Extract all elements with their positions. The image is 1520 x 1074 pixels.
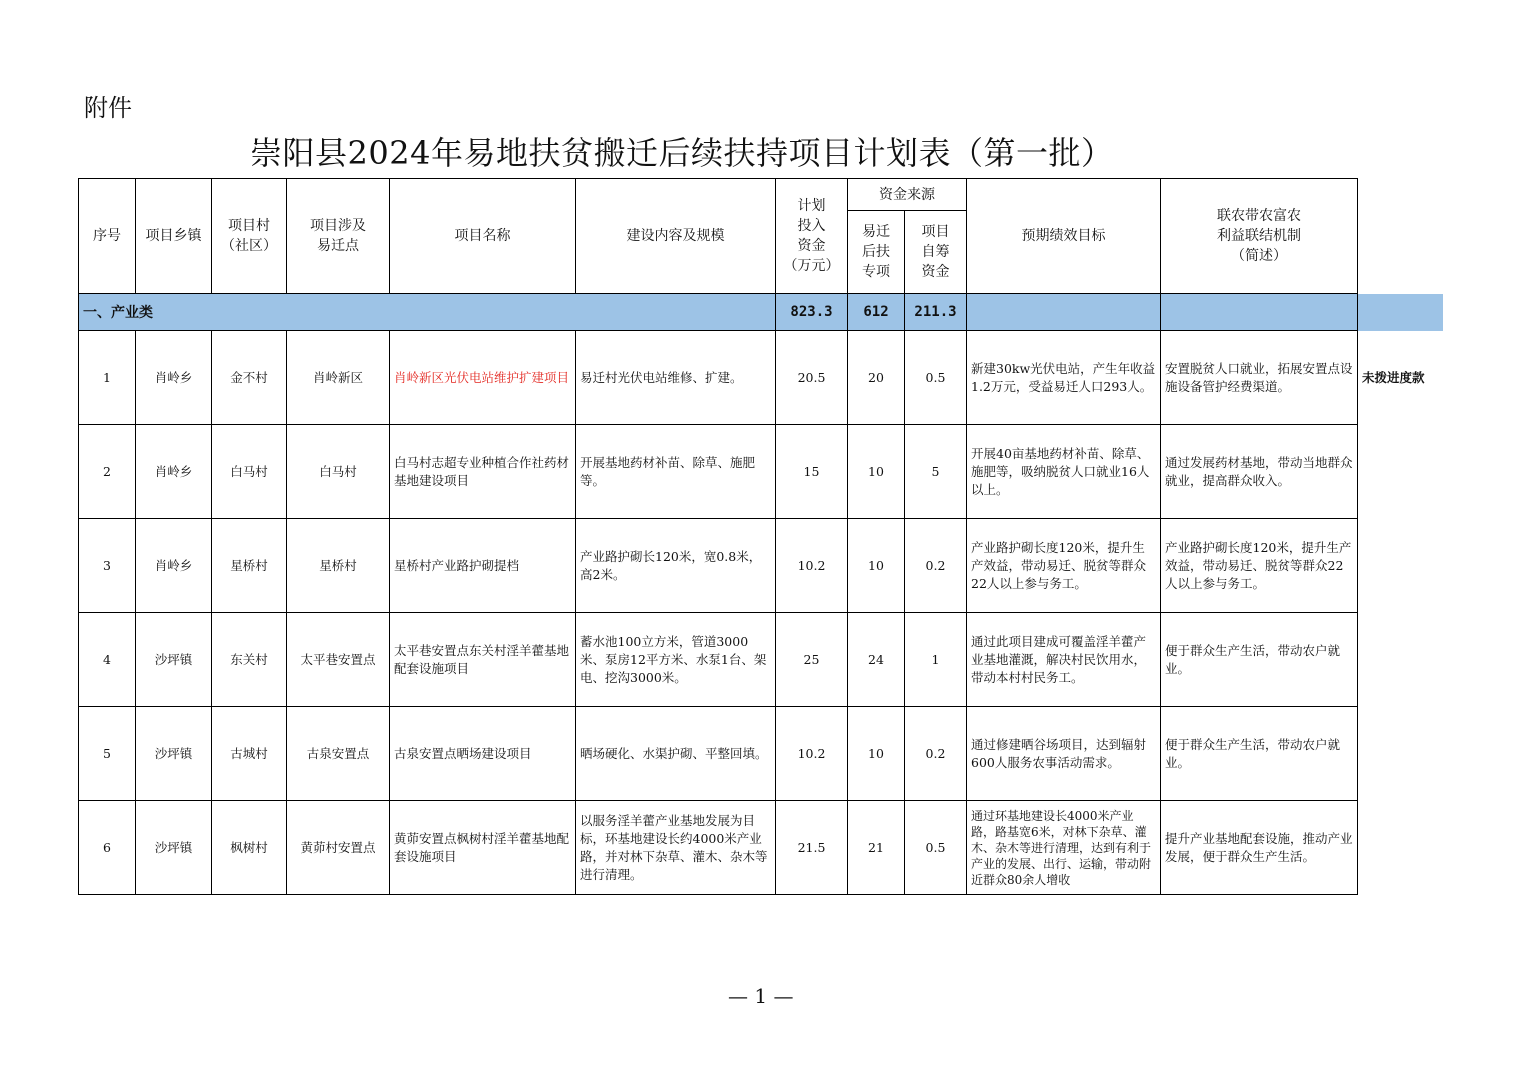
cell-name: 星桥村产业路护砌提档 <box>390 519 576 613</box>
cell-self: 0.2 <box>905 519 967 613</box>
cell-village: 东关村 <box>212 613 287 707</box>
cell-self: 0.5 <box>905 801 967 895</box>
page-number: — 1 — <box>728 984 794 1008</box>
header-spacer <box>1358 179 1443 294</box>
cell-note <box>1358 801 1443 895</box>
cell-mechanism: 安置脱贫人口就业，拓展安置点设施设备管护经费渠道。 <box>1161 331 1358 425</box>
cell-seq: 4 <box>79 613 136 707</box>
table-row <box>79 707 1443 801</box>
cell-seq: 2 <box>79 425 136 519</box>
cell-township: 沙坪镇 <box>136 801 212 895</box>
cell-self: 0.5 <box>905 331 967 425</box>
cell-content: 以服务淫羊藿产业基地发展为目标，环基地建设长约4000米产业路，并对林下杂草、灌木、杂木等进行清理。 <box>576 801 776 895</box>
cell-mechanism: 便于群众生产生活，带动农户就业。 <box>1161 613 1358 707</box>
cell-special: 10 <box>848 707 905 801</box>
header-seq: 序号 <box>79 179 136 294</box>
cell-target: 新建30kw光伏电站，产生年收益1.2万元，受益易迁人口293人。 <box>967 331 1161 425</box>
cell-special: 24 <box>848 613 905 707</box>
cell-seq: 3 <box>79 519 136 613</box>
cell-mechanism: 便于群众生产生活，带动农户就业。 <box>1161 707 1358 801</box>
cell-site: 古泉安置点 <box>287 707 390 801</box>
cell-site: 肖岭新区 <box>287 331 390 425</box>
header-village: 项目村 （社区） <box>212 179 287 294</box>
cell-township: 肖岭乡 <box>136 425 212 519</box>
cell-name: 古泉安置点晒场建设项目 <box>390 707 576 801</box>
cell-village: 金不村 <box>212 331 287 425</box>
cell-township: 沙坪镇 <box>136 613 212 707</box>
cell-investment: 20.5 <box>776 331 848 425</box>
table-row <box>79 801 1443 895</box>
cell-name: 太平巷安置点东关村淫羊藿基地配套设施项目 <box>390 613 576 707</box>
header-target: 预期绩效目标 <box>967 179 1161 294</box>
category-target-empty <box>967 294 1161 331</box>
table-row <box>79 331 1443 425</box>
cell-township: 肖岭乡 <box>136 331 212 425</box>
page-title: 崇阳县2024年易地扶贫搬迁后续扶持项目计划表（第一批） <box>250 134 1114 172</box>
cell-special: 21 <box>848 801 905 895</box>
cell-investment: 25 <box>776 613 848 707</box>
cell-site: 黄茆村安置点 <box>287 801 390 895</box>
cell-village: 枫树村 <box>212 801 287 895</box>
cell-content: 开展基地药材补苗、除草、施肥等。 <box>576 425 776 519</box>
category-row <box>79 294 1443 331</box>
cell-name: 白马村志超专业种植合作社药材基地建设项目 <box>390 425 576 519</box>
cell-content: 晒场硬化、水渠护砌、平整回填。 <box>576 707 776 801</box>
header-fund-self: 项目 自筹 资金 <box>905 211 967 294</box>
cell-self: 1 <box>905 613 967 707</box>
category-label: 一、产业类 <box>79 294 776 331</box>
cell-site: 星桥村 <box>287 519 390 613</box>
cell-investment: 21.5 <box>776 801 848 895</box>
category-mechanism-empty <box>1161 294 1358 331</box>
cell-special: 20 <box>848 331 905 425</box>
cell-name: 肖岭新区光伏电站维护扩建项目 <box>390 331 576 425</box>
cell-village: 古城村 <box>212 707 287 801</box>
header-site: 项目涉及 易迁点 <box>287 179 390 294</box>
cell-self: 5 <box>905 425 967 519</box>
cell-target: 通过修建晒谷场项目，达到辐射600人服务农事活动需求。 <box>967 707 1161 801</box>
cell-seq: 6 <box>79 801 136 895</box>
cell-special: 10 <box>848 519 905 613</box>
cell-township: 肖岭乡 <box>136 519 212 613</box>
cell-target: 通过环基地建设长4000米产业路，路基宽6米，对林下杂草、灌木、杂木等进行清理，达到有利于产业的发展、出行、运输，带动附近群众80余人增收 <box>967 801 1161 895</box>
cell-village: 白马村 <box>212 425 287 519</box>
cell-investment: 10.2 <box>776 707 848 801</box>
cell-name: 黄茆安置点枫树村淫羊藿基地配套设施项目 <box>390 801 576 895</box>
cell-content: 蓄水池100立方米，管道3000米、泵房12平方米、水泵1台、架电、挖沟3000米。 <box>576 613 776 707</box>
attachment-label: 附件 <box>84 94 132 122</box>
cell-target: 通过此项目建成可覆盖淫羊藿产业基地灌溉，解决村民饮用水，带动本村村民务工。 <box>967 613 1161 707</box>
header-township: 项目乡镇 <box>136 179 212 294</box>
cell-self: 0.2 <box>905 707 967 801</box>
cell-note <box>1358 707 1443 801</box>
cell-mechanism: 产业路护砌长度120米，提升生产效益，带动易迁、脱贫等群众22人以上参与务工。 <box>1161 519 1358 613</box>
cell-investment: 10.2 <box>776 519 848 613</box>
category-self: 211.3 <box>905 294 967 331</box>
table-row <box>79 425 1443 519</box>
header-investment: 计划 投入 资金 （万元） <box>776 179 848 294</box>
category-total: 823.3 <box>776 294 848 331</box>
header-mechanism: 联农带农富农 利益联结机制 （简述） <box>1161 179 1358 294</box>
project-plan-table <box>78 178 1443 895</box>
cell-note <box>1358 425 1443 519</box>
cell-village: 星桥村 <box>212 519 287 613</box>
header-fund-source: 资金来源 <box>848 179 967 211</box>
cell-content: 产业路护砌长120米，宽0.8米，高2米。 <box>576 519 776 613</box>
category-special: 612 <box>848 294 905 331</box>
category-extension <box>1358 294 1443 331</box>
header-name: 项目名称 <box>390 179 576 294</box>
cell-township: 沙坪镇 <box>136 707 212 801</box>
header-content: 建设内容及规模 <box>576 179 776 294</box>
cell-target: 开展40亩基地药材补苗、除草、施肥等，吸纳脱贫人口就业16人以上。 <box>967 425 1161 519</box>
cell-note <box>1358 613 1443 707</box>
cell-mechanism: 通过发展药材基地，带动当地群众就业，提高群众收入。 <box>1161 425 1358 519</box>
cell-note: 未拨进度款 <box>1362 369 1425 385</box>
header-fund-special: 易迁 后扶 专项 <box>848 211 905 294</box>
cell-seq: 1 <box>79 331 136 425</box>
cell-site: 太平巷安置点 <box>287 613 390 707</box>
table-row <box>79 519 1443 613</box>
cell-content: 易迁村光伏电站维修、扩建。 <box>576 331 776 425</box>
cell-investment: 15 <box>776 425 848 519</box>
cell-site: 白马村 <box>287 425 390 519</box>
table-row <box>79 613 1443 707</box>
cell-special: 10 <box>848 425 905 519</box>
cell-seq: 5 <box>79 707 136 801</box>
cell-mechanism: 提升产业基地配套设施，推动产业发展，便于群众生产生活。 <box>1161 801 1358 895</box>
cell-target: 产业路护砌长度120米，提升生产效益，带动易迁、脱贫等群众22人以上参与务工。 <box>967 519 1161 613</box>
cell-note <box>1358 519 1443 613</box>
